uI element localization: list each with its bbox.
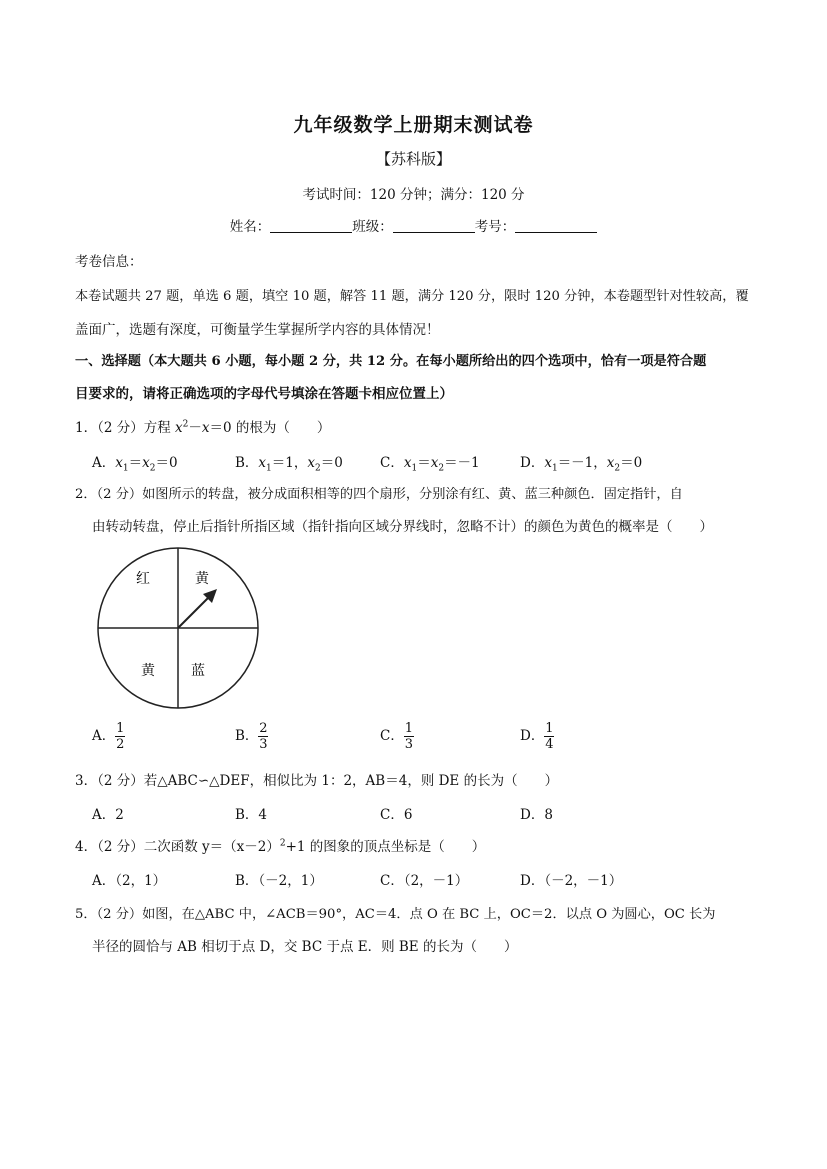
name-blank bbox=[270, 218, 352, 233]
class-label: 班级： bbox=[352, 219, 393, 235]
page-title: 九年级数学上册期末测试卷 bbox=[293, 114, 534, 136]
q3-option-b[interactable]: B．4 bbox=[235, 807, 268, 823]
number-label: 考号： bbox=[474, 219, 516, 235]
exam-info: 考试时间：120 分钟；满分：120 分 bbox=[302, 187, 525, 203]
q2-option-c[interactable]: C． $\frac{1}{3}$ bbox=[380, 721, 413, 752]
fraction: $\frac{1}{3}$ bbox=[404, 721, 413, 752]
section1-heading-line1: 一、选择题（本大题共 6 小题，每小题 2 分，共 12 分。在每小题所给出的四个选项中，恰有一项是符合题 bbox=[75, 354, 707, 369]
q4-option-b[interactable]: B．（－2，1） bbox=[235, 873, 323, 889]
pointer-arrow-shaft bbox=[178, 594, 212, 628]
question-4: 4．（2 分）二次函数 $y=(x-2)^2+1$ 的图象的顶点坐标是（ ） bbox=[75, 838, 486, 855]
number-blank bbox=[515, 218, 597, 233]
name-label: 姓名： bbox=[229, 219, 271, 235]
sector-label-yellow-2: 黄 bbox=[141, 663, 155, 679]
q3-option-d[interactable]: D．8 bbox=[520, 807, 553, 823]
student-fields bbox=[0, 215, 827, 235]
question-2-line2: 由转动转盘，停止后指针所指区域（指针指向区域分界线时，忽略不计）的颜色为黄色的概率是（ ） bbox=[92, 519, 713, 535]
q4-option-d[interactable]: D．（－2，－1） bbox=[520, 873, 623, 889]
exam-desc-line1: 本卷试题共 27 题，单选 6 题，填空 10 题，解答 11 题，满分 120 分，限时 120 分钟，本卷题型针对性较高，覆 bbox=[75, 289, 749, 304]
q2-option-a[interactable]: A． $\frac{1}{2}$ bbox=[92, 721, 125, 752]
q2-option-b[interactable]: B． $\frac{2}{3}$ bbox=[235, 721, 268, 752]
question-1: 1．（2 分）方程 $x^2-x=0$ 的根为（ ） bbox=[75, 419, 331, 436]
q4-option-a[interactable]: A．（2，1） bbox=[92, 873, 167, 889]
exam-desc-line2: 盖面广，选题有深度，可衡量学生掌握所学内容的具体情况！ bbox=[75, 322, 440, 338]
q1-option-d[interactable]: D．$x_1=-1$，$x_2=0$ bbox=[520, 455, 643, 474]
sector-label-blue: 蓝 bbox=[191, 663, 205, 679]
fraction: $\frac{1}{2}$ bbox=[116, 721, 125, 752]
q4-option-c[interactable]: C．（2，－1） bbox=[380, 873, 469, 889]
q3-option-a[interactable]: A．2 bbox=[92, 807, 124, 823]
q3-option-c[interactable]: C．6 bbox=[380, 807, 413, 823]
spinner-diagram bbox=[95, 545, 265, 715]
question-5-line1: 5．（2 分）如图，在△ABC 中，∠ACB＝90°，AC＝4．点 O 在 BC 上，OC＝2．以点 O 为圆心，OC 长为 bbox=[75, 907, 716, 922]
q2-option-d[interactable]: D． $\frac{1}{4}$ bbox=[520, 721, 554, 752]
section1-heading-line2: 目要求的，请将正确选项的字母代号填涂在答题卡相应位置上） bbox=[75, 386, 453, 402]
question-2-line1: 2．（2 分）如图所示的转盘，被分成面积相等的四个扇形，分别涂有红、黄、蓝三种颜色．固定指针，自 bbox=[75, 487, 683, 502]
question-5-line2: 半径的圆恰与 AB 相切于点 D，交 BC 于点 E．则 BE 的长为（ ） bbox=[92, 939, 518, 955]
fraction: $\frac{1}{4}$ bbox=[545, 721, 554, 752]
question-3: 3．（2 分）若△ABC∽△DEF，相似比为 1：2，AB＝4，则 DE 的长为（ ） bbox=[75, 773, 559, 789]
q1-option-c[interactable]: C．$x_1=x_2=-1$ bbox=[380, 455, 480, 474]
exam-info-heading: 考卷信息： bbox=[75, 254, 143, 270]
q1-option-b[interactable]: B．$x_1=1$，$x_2=0$ bbox=[235, 455, 343, 474]
sector-label-red: 红 bbox=[136, 571, 150, 587]
q1-option-a[interactable]: A．$x_1=x_2=0$ bbox=[92, 455, 178, 474]
class-blank bbox=[393, 218, 475, 233]
edition-label: 【苏科版】 bbox=[375, 150, 451, 168]
sector-label-yellow-1: 黄 bbox=[195, 571, 209, 587]
fraction: $\frac{2}{3}$ bbox=[259, 721, 268, 752]
